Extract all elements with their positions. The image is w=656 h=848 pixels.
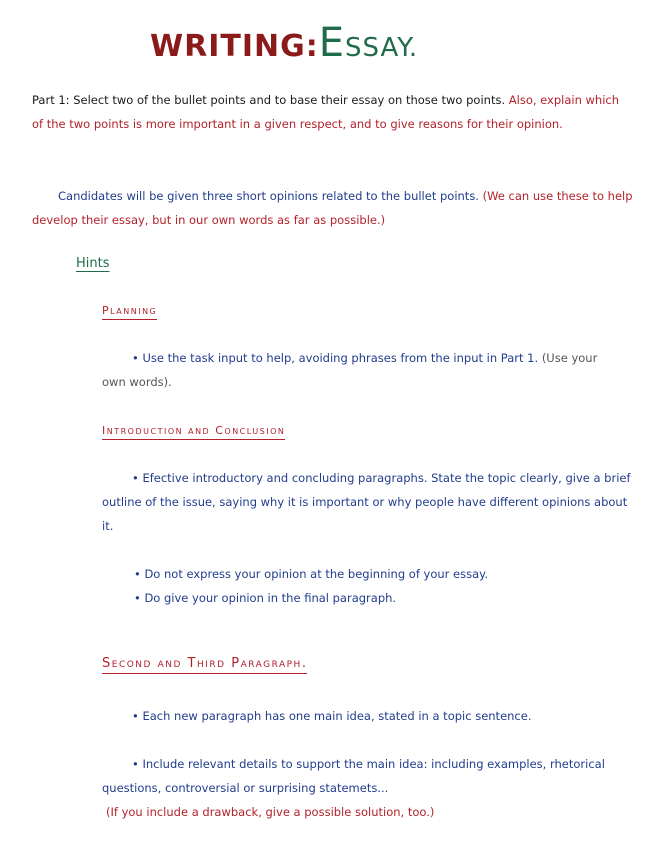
title-colon: : — [305, 29, 319, 64]
planning-heading: Planning — [102, 304, 157, 320]
second-third-note: (If you include a drawback, give a possible solution, too.) — [106, 805, 435, 819]
planning-note: (Use your own words). — [102, 351, 598, 389]
intro-conclusion-paragraph: • Efective introductory and concluding paragraphs. State the topic clearly, give a brief outline of the issue, saying why it is important or why people have different opinions about it. — [102, 466, 632, 538]
title-writing: WRITING — [150, 29, 306, 64]
hints-label: Hints — [76, 256, 110, 271]
title-essay-rest: SSAY. — [345, 33, 419, 63]
planning-paragraph — [102, 346, 622, 394]
part1-explanation: Also, explain which of the two points is more important in a given respect, and to give reasons for their opinion. — [32, 93, 620, 131]
page-title — [150, 20, 550, 66]
part1-instructions: Part 1: Select two of the bullet points and to base their essay on those two points. — [32, 93, 506, 107]
second-third-bullet-1: • Each new paragraph has one main idea, stated in a topic sentence. — [102, 704, 632, 728]
second-third-bullet-2: • Include relevant details to support the main idea: including examples, rhetorical questions, controversial or surprising statemets... — [102, 752, 632, 800]
part1-paragraph — [32, 88, 632, 136]
planning-text: • Use the task input to help, avoiding phrases from the input in Part 1. — [132, 351, 538, 365]
second-third-heading: Second and Third Paragraph. — [102, 656, 307, 674]
intro-bullet-1: • Do not express your opinion at the beginning of your essay. — [134, 562, 634, 586]
title-essay-initial: E — [318, 20, 345, 66]
intro-bullet-2: • Do give your opinion in the final paragraph. — [134, 586, 634, 610]
candidates-text: Candidates will be given three short opinions related to the bullet points. — [58, 189, 479, 203]
candidates-paragraph — [32, 184, 642, 232]
candidates-note: (We can use these to help develop their essay, but in our own words as far as possible.) — [32, 189, 633, 227]
intro-conclusion-heading: Introduction and Conclusion — [102, 424, 285, 440]
